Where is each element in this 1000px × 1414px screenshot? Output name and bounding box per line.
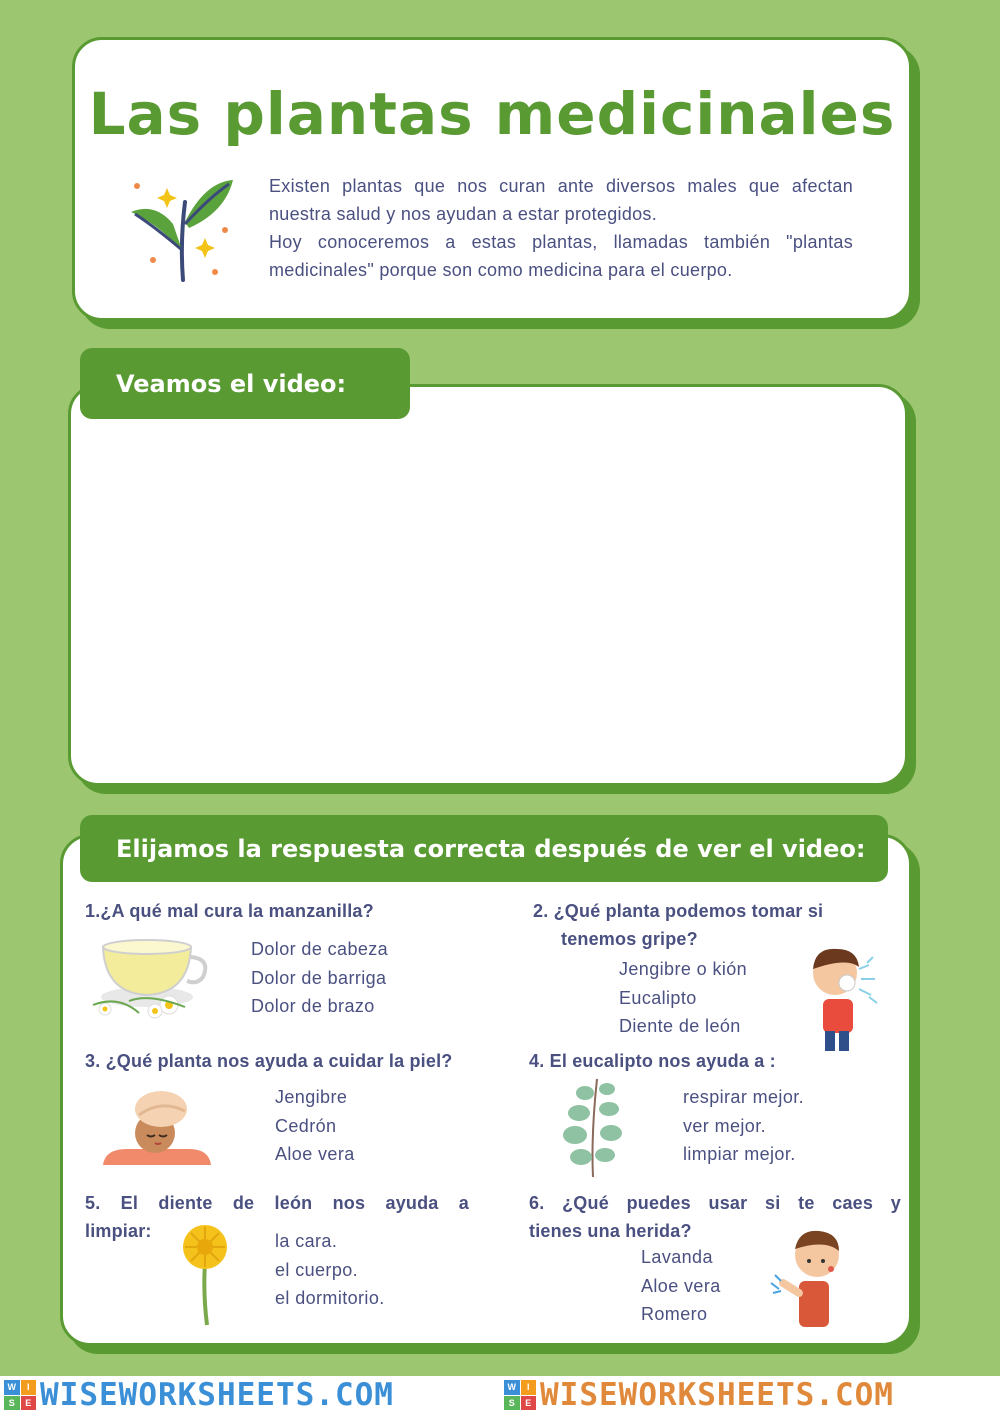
- watermark-1: [0, 1376, 500, 1414]
- quiz-tab: [80, 815, 888, 882]
- q4-option-2[interactable]: ver mejor.: [683, 1115, 767, 1136]
- q3-option-2[interactable]: Cedrón: [275, 1115, 337, 1136]
- q2-option-2[interactable]: Eucalipto: [619, 987, 697, 1008]
- q1-option-1[interactable]: Dolor de cabeza: [251, 939, 389, 959]
- question-6-options: [641, 1243, 721, 1329]
- intro-paragraph-1: Existen plantas que nos curan ante diversos males que afectan nuestra salud y nos ayudan a estar protegidos.: [269, 176, 853, 224]
- q6-option-2[interactable]: Aloe vera: [641, 1275, 721, 1296]
- header-card: [72, 37, 912, 321]
- intro-text: [269, 172, 853, 284]
- watermark-logo-icon: W I S E: [4, 1380, 36, 1410]
- q5-option-1[interactable]: la cara.: [275, 1231, 338, 1251]
- quiz-card: [60, 834, 912, 1346]
- question-6-line-1: 6. ¿Qué puedes usar si te caes y: [529, 1193, 901, 1213]
- sneezing-boy-icon: [799, 939, 891, 1055]
- q5-option-2[interactable]: el cuerpo.: [275, 1259, 359, 1280]
- question-3-options: [275, 1083, 355, 1169]
- q5-option-3[interactable]: el dormitorio.: [275, 1288, 385, 1308]
- q4-option-1[interactable]: respirar mejor.: [683, 1087, 805, 1107]
- spa-woman-icon: [99, 1089, 213, 1169]
- question-5-options: [275, 1227, 385, 1313]
- watermark-2: [500, 1376, 1000, 1414]
- q4-option-3[interactable]: limpiar mejor.: [683, 1144, 796, 1164]
- plant-sprout-icon: [125, 172, 237, 284]
- question-2-options: [619, 955, 747, 1041]
- q2-option-1[interactable]: Jengibre o kión: [619, 959, 748, 979]
- question-1-options: [251, 935, 388, 1021]
- video-tab-label: Veamos el video:: [116, 369, 347, 398]
- intro-paragraph-2: Hoy conoceremos a estas plantas, llamadas también "plantas medicinales" porque son como medicina para el cuerpo.: [269, 232, 853, 280]
- eucalyptus-branch-icon: [557, 1075, 627, 1179]
- question-5-line-2: limpiar:: [85, 1221, 152, 1241]
- chamomile-tea-icon: [89, 935, 217, 1023]
- question-6-line-2: tienes una herida?: [529, 1221, 692, 1241]
- q1-option-2[interactable]: Dolor de barriga: [251, 967, 387, 988]
- q1-option-3[interactable]: Dolor de brazo: [251, 996, 375, 1016]
- question-2: [533, 897, 823, 953]
- watermark-text: WISEWORKSHEETS.COM: [540, 1377, 894, 1413]
- question-4: 4. El eucalipto nos ayuda a :: [529, 1051, 776, 1071]
- watermark-logo-icon: W I S E: [504, 1380, 536, 1410]
- page-title: Las plantas medicinales: [88, 80, 896, 148]
- quiz-tab-label: Elijamos la respuesta correcta después de ver el video:: [116, 834, 866, 863]
- question-1: 1.¿A qué mal cura la manzanilla?: [85, 901, 374, 921]
- question-3: 3. ¿Qué planta nos ayuda a cuidar la piel?: [85, 1051, 453, 1071]
- question-5-line-1: 5. El diente de león nos ayuda a: [85, 1193, 469, 1213]
- watermark-text: WISEWORKSHEETS.COM: [40, 1377, 394, 1413]
- q3-option-3[interactable]: Aloe vera: [275, 1144, 355, 1164]
- q6-option-3[interactable]: Romero: [641, 1304, 708, 1324]
- watermark-bar: [0, 1376, 1000, 1414]
- q6-option-1[interactable]: Lavanda: [641, 1247, 713, 1267]
- question-2-line-2: tenemos gripe?: [561, 929, 698, 949]
- question-4-options: [683, 1083, 804, 1169]
- question-2-line-1: 2. ¿Qué planta podemos tomar si: [533, 901, 824, 921]
- injured-boy-icon: [769, 1221, 851, 1329]
- video-card[interactable]: [68, 384, 908, 786]
- q2-option-3[interactable]: Diente de león: [619, 1016, 741, 1036]
- video-tab: [80, 348, 410, 419]
- dandelion-flower-icon: [173, 1223, 239, 1327]
- q3-option-1[interactable]: Jengibre: [275, 1087, 348, 1107]
